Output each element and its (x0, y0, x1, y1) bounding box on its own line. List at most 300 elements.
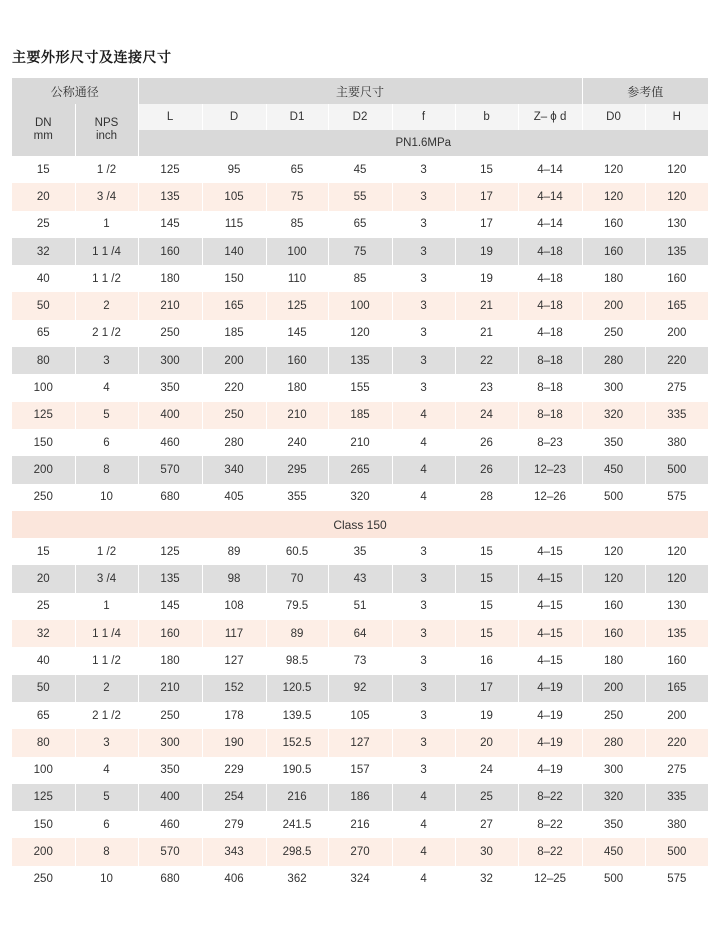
table-cell: 120 (582, 565, 645, 592)
table-cell: 1 /2 (75, 156, 138, 183)
table-cell: 200 (645, 702, 708, 729)
table-cell: 250 (202, 402, 266, 429)
table-cell: 120 (328, 320, 392, 347)
table-cell: 3 (392, 320, 455, 347)
table-row (12, 183, 708, 210)
table-cell: 680 (138, 866, 202, 893)
table-cell: 180 (582, 647, 645, 674)
table-cell: 70 (266, 565, 328, 592)
table-cell: 160 (645, 265, 708, 292)
table-cell: 8–22 (518, 811, 582, 838)
table-cell: 155 (328, 374, 392, 401)
table-cell: 85 (328, 265, 392, 292)
table-cell: 4–18 (518, 292, 582, 319)
table-cell: 89 (266, 620, 328, 647)
table-cell: 65 (266, 156, 328, 183)
table-cell: 125 (266, 292, 328, 319)
table-cell: 10 (75, 866, 138, 893)
table-cell: 570 (138, 456, 202, 483)
table-cell: 130 (645, 211, 708, 238)
table-cell: 152 (202, 675, 266, 702)
inch-label: inch (95, 130, 118, 142)
table-cell: 4–19 (518, 729, 582, 756)
table-cell: 127 (202, 647, 266, 674)
table-cell: 145 (138, 593, 202, 620)
col-header-d: D (202, 104, 266, 130)
table-cell: 127 (328, 729, 392, 756)
table-cell: 120 (582, 183, 645, 210)
table-cell: 120.5 (266, 675, 328, 702)
table-cell: 4 (392, 838, 455, 865)
table-row (12, 784, 708, 811)
table-cell: 280 (582, 729, 645, 756)
table-row (12, 729, 708, 756)
table-cell: 15 (455, 620, 518, 647)
table-cell: 4 (392, 484, 455, 511)
table-cell: 1 /2 (75, 538, 138, 565)
table-cell: 105 (202, 183, 266, 210)
dn-mm-header (12, 104, 75, 156)
table-cell: 117 (202, 620, 266, 647)
table-cell: 3 (392, 265, 455, 292)
table-cell: 190 (202, 729, 266, 756)
table-cell: 3 (392, 620, 455, 647)
table-cell: 280 (202, 429, 266, 456)
table-cell: 3 (392, 211, 455, 238)
table-cell: 50 (12, 675, 75, 702)
table-cell: 3 (392, 702, 455, 729)
table-row (12, 675, 708, 702)
table-cell: 139.5 (266, 702, 328, 729)
table-cell: 16 (455, 647, 518, 674)
table-cell: 500 (582, 866, 645, 893)
table-cell: 2 (75, 675, 138, 702)
table-cell: 3 (392, 757, 455, 784)
table-cell: 4 (392, 866, 455, 893)
table-row (12, 702, 708, 729)
table-cell: 130 (645, 593, 708, 620)
table-cell: 229 (202, 757, 266, 784)
table-cell: 25 (12, 593, 75, 620)
table-cell: 15 (12, 538, 75, 565)
table-cell: 250 (582, 320, 645, 347)
table-cell: 180 (138, 647, 202, 674)
table-cell: 324 (328, 866, 392, 893)
table-cell: 4–14 (518, 156, 582, 183)
table-cell: 23 (455, 374, 518, 401)
table-cell: 575 (645, 484, 708, 511)
table-cell: 200 (202, 347, 266, 374)
table-cell: 135 (645, 620, 708, 647)
table-cell: 200 (645, 320, 708, 347)
table-cell: 22 (455, 347, 518, 374)
table-cell: 32 (12, 620, 75, 647)
table-cell: 105 (328, 702, 392, 729)
table-cell: 3 /4 (75, 183, 138, 210)
table-row (12, 402, 708, 429)
table-cell: 3 (392, 292, 455, 319)
table-cell: 64 (328, 620, 392, 647)
table-cell: 19 (455, 265, 518, 292)
table-cell: 320 (328, 484, 392, 511)
col-header-h: H (645, 104, 708, 130)
table-cell: 160 (582, 620, 645, 647)
table-cell: 200 (582, 675, 645, 702)
table-cell: 160 (138, 238, 202, 265)
table-cell: 250 (138, 320, 202, 347)
table-row (12, 838, 708, 865)
table-cell: 320 (582, 402, 645, 429)
table-cell: 17 (455, 675, 518, 702)
table-cell: 35 (328, 538, 392, 565)
table-row (12, 211, 708, 238)
table-cell: 28 (455, 484, 518, 511)
table-cell: 279 (202, 811, 266, 838)
table-row (12, 866, 708, 893)
table-cell: 150 (202, 265, 266, 292)
table-cell: 140 (202, 238, 266, 265)
table-cell: 3 (392, 183, 455, 210)
table-cell: 120 (645, 565, 708, 592)
class-table-body (12, 538, 708, 893)
table-cell: 19 (455, 702, 518, 729)
table-cell: 85 (266, 211, 328, 238)
table-cell: 73 (328, 647, 392, 674)
table-cell: 216 (328, 811, 392, 838)
table-cell: 60.5 (266, 538, 328, 565)
table-cell: 3 (392, 156, 455, 183)
table-cell: 270 (328, 838, 392, 865)
table-cell: 6 (75, 811, 138, 838)
table-cell: 265 (328, 456, 392, 483)
table-row (12, 484, 708, 511)
table-cell: 98.5 (266, 647, 328, 674)
table-cell: 55 (328, 183, 392, 210)
table-cell: 135 (645, 238, 708, 265)
table-cell: 2 1 /2 (75, 702, 138, 729)
table-cell: 65 (328, 211, 392, 238)
table-cell: 4 (392, 429, 455, 456)
table-cell: 4 (392, 456, 455, 483)
table-cell: 8 (75, 456, 138, 483)
table-cell: 355 (266, 484, 328, 511)
table-cell: 21 (455, 292, 518, 319)
table-row (12, 811, 708, 838)
table-cell: 120 (582, 538, 645, 565)
table-cell: 343 (202, 838, 266, 865)
table-cell: 335 (645, 784, 708, 811)
table-cell: 5 (75, 784, 138, 811)
class-section (12, 511, 708, 538)
table-cell: 3 (392, 238, 455, 265)
table-cell: 17 (455, 211, 518, 238)
table-cell: 15 (12, 156, 75, 183)
table-cell: 575 (645, 866, 708, 893)
table-cell: 1 (75, 593, 138, 620)
table-cell: 250 (138, 702, 202, 729)
table-cell: 3 (392, 565, 455, 592)
table-cell: 298.5 (266, 838, 328, 865)
table-cell: 5 (75, 402, 138, 429)
table-cell: 500 (645, 838, 708, 865)
col-header-d2: D2 (328, 104, 392, 130)
table-cell: 4–15 (518, 538, 582, 565)
table-cell: 26 (455, 429, 518, 456)
nps-label: NPS (94, 117, 119, 129)
table-cell: 120 (645, 156, 708, 183)
table-cell: 3 (75, 347, 138, 374)
table-cell: 115 (202, 211, 266, 238)
table-cell: 4–18 (518, 238, 582, 265)
table-cell: 89 (202, 538, 266, 565)
table-cell: 20 (455, 729, 518, 756)
table-cell: 21 (455, 320, 518, 347)
table-cell: 216 (266, 784, 328, 811)
table-cell: 380 (645, 429, 708, 456)
table-row (12, 292, 708, 319)
table-cell: 100 (266, 238, 328, 265)
table-cell: 25 (12, 211, 75, 238)
table-cell: 120 (645, 538, 708, 565)
table-cell: 4–19 (518, 757, 582, 784)
table-cell: 2 (75, 292, 138, 319)
table-cell: 186 (328, 784, 392, 811)
table-cell: 4–18 (518, 320, 582, 347)
table-cell: 400 (138, 402, 202, 429)
table-cell: 3 (75, 729, 138, 756)
table-cell: 10 (75, 484, 138, 511)
table-cell: 4–14 (518, 211, 582, 238)
table-cell: 15 (455, 593, 518, 620)
table-cell: 254 (202, 784, 266, 811)
table-cell: 4–15 (518, 593, 582, 620)
table-cell: 40 (12, 647, 75, 674)
page-title: 主要外形尺寸及连接尺寸 (12, 50, 172, 66)
table-cell: 165 (645, 675, 708, 702)
col-header-b: b (455, 104, 518, 130)
table-cell: 165 (202, 292, 266, 319)
table-cell: 4–14 (518, 183, 582, 210)
table-row (12, 265, 708, 292)
table-cell: 4 (75, 757, 138, 784)
col-header-z-phi-d: Z– ϕ d (518, 104, 582, 130)
table-cell: 178 (202, 702, 266, 729)
table-cell: 570 (138, 838, 202, 865)
table-cell: 320 (582, 784, 645, 811)
table-cell: 120 (645, 183, 708, 210)
table-cell: 4–19 (518, 675, 582, 702)
table-cell: 27 (455, 811, 518, 838)
class-section-label: Class 150 (12, 511, 708, 538)
table-cell: 450 (582, 456, 645, 483)
table-cell: 500 (582, 484, 645, 511)
table-cell: 125 (12, 402, 75, 429)
table-cell: 160 (582, 211, 645, 238)
table-row (12, 347, 708, 374)
col-header-l: L (138, 104, 202, 130)
table-row (12, 456, 708, 483)
table-cell: 75 (266, 183, 328, 210)
table-cell: 4 (392, 811, 455, 838)
table-cell: 98 (202, 565, 266, 592)
table-cell: 125 (138, 156, 202, 183)
table-cell: 350 (138, 374, 202, 401)
table-cell: 4–18 (518, 265, 582, 292)
table-cell: 200 (12, 456, 75, 483)
col-header-d1: D1 (266, 104, 328, 130)
table-cell: 4–15 (518, 620, 582, 647)
table-cell: 65 (12, 702, 75, 729)
table-row (12, 757, 708, 784)
table-cell: 3 /4 (75, 565, 138, 592)
table-cell: 1 1 /2 (75, 265, 138, 292)
table-cell: 95 (202, 156, 266, 183)
table-cell: 100 (12, 374, 75, 401)
table-cell: 80 (12, 347, 75, 374)
table-cell: 210 (138, 292, 202, 319)
table-cell: 3 (392, 374, 455, 401)
nps-inch-header (75, 104, 138, 156)
table-cell: 40 (12, 265, 75, 292)
table-cell: 150 (12, 429, 75, 456)
table-cell: 460 (138, 429, 202, 456)
table-cell: 15 (455, 156, 518, 183)
pn-section-label: PN1.6MPa (138, 130, 708, 156)
table-row (12, 593, 708, 620)
nominal-size-header: 公称通径 (12, 78, 138, 104)
table-cell: 26 (455, 456, 518, 483)
table-cell: 4–15 (518, 565, 582, 592)
table-cell: 350 (582, 811, 645, 838)
table-cell: 185 (328, 402, 392, 429)
table-cell: 8–18 (518, 402, 582, 429)
table-cell: 51 (328, 593, 392, 620)
table-cell: 405 (202, 484, 266, 511)
table-cell: 450 (582, 838, 645, 865)
table-cell: 150 (12, 811, 75, 838)
table-cell: 125 (138, 538, 202, 565)
table-cell: 210 (328, 429, 392, 456)
dimension-table (12, 78, 708, 893)
table-cell: 145 (138, 211, 202, 238)
table-cell: 3 (392, 347, 455, 374)
table-cell: 50 (12, 292, 75, 319)
table-cell: 165 (645, 292, 708, 319)
table-cell: 190.5 (266, 757, 328, 784)
table-cell: 200 (12, 838, 75, 865)
table-cell: 280 (582, 347, 645, 374)
table-cell: 3 (392, 538, 455, 565)
table-cell: 24 (455, 402, 518, 429)
table-cell: 350 (138, 757, 202, 784)
table-cell: 120 (582, 156, 645, 183)
table-cell: 3 (392, 647, 455, 674)
table-row (12, 238, 708, 265)
table-cell: 160 (582, 238, 645, 265)
table-cell: 340 (202, 456, 266, 483)
table-cell: 45 (328, 156, 392, 183)
table-cell: 160 (266, 347, 328, 374)
table-cell: 1 (75, 211, 138, 238)
table-cell: 300 (582, 374, 645, 401)
table-cell: 160 (645, 647, 708, 674)
table-cell: 24 (455, 757, 518, 784)
col-header-f: f (392, 104, 455, 130)
table-cell: 4–15 (518, 647, 582, 674)
table-cell: 110 (266, 265, 328, 292)
table-cell: 20 (12, 565, 75, 592)
table-cell: 406 (202, 866, 266, 893)
col-header-d0: D0 (582, 104, 645, 130)
table-cell: 220 (645, 347, 708, 374)
table-cell: 220 (202, 374, 266, 401)
table-cell: 30 (455, 838, 518, 865)
table-cell: 185 (202, 320, 266, 347)
table-cell: 17 (455, 183, 518, 210)
table-cell: 400 (138, 784, 202, 811)
table-cell: 680 (138, 484, 202, 511)
table-cell: 3 (392, 593, 455, 620)
main-dimensions-header: 主要尺寸 (138, 78, 582, 104)
table-cell: 32 (12, 238, 75, 265)
table-cell: 65 (12, 320, 75, 347)
table-cell: 80 (12, 729, 75, 756)
table-cell: 4 (392, 784, 455, 811)
table-cell: 2 1 /2 (75, 320, 138, 347)
dn-label: DN (34, 117, 52, 129)
table-cell: 25 (455, 784, 518, 811)
table-cell: 8–23 (518, 429, 582, 456)
table-cell: 108 (202, 593, 266, 620)
table-cell: 15 (455, 565, 518, 592)
pn-table-body (12, 156, 708, 511)
table-cell: 1 1 /2 (75, 647, 138, 674)
table-cell: 1 1 /4 (75, 238, 138, 265)
table-cell: 362 (266, 866, 328, 893)
table-cell: 300 (138, 729, 202, 756)
table-cell: 12–25 (518, 866, 582, 893)
table-cell: 380 (645, 811, 708, 838)
table-cell: 210 (266, 402, 328, 429)
table-cell: 152.5 (266, 729, 328, 756)
table-row (12, 647, 708, 674)
table-cell: 92 (328, 675, 392, 702)
table-cell: 1 1 /4 (75, 620, 138, 647)
table-row (12, 320, 708, 347)
table-cell: 275 (645, 374, 708, 401)
table-cell: 32 (455, 866, 518, 893)
reference-values-header: 参考值 (582, 78, 708, 104)
table-cell: 160 (138, 620, 202, 647)
table-row (12, 620, 708, 647)
table-cell: 8–18 (518, 347, 582, 374)
table-cell: 20 (12, 183, 75, 210)
table-row (12, 538, 708, 565)
table-cell: 8–18 (518, 374, 582, 401)
table-cell: 135 (138, 183, 202, 210)
table-cell: 241.5 (266, 811, 328, 838)
table-row (12, 156, 708, 183)
table-row (12, 429, 708, 456)
table-cell: 350 (582, 429, 645, 456)
table-cell: 125 (12, 784, 75, 811)
table-cell: 220 (645, 729, 708, 756)
table-cell: 180 (266, 374, 328, 401)
table-row (12, 374, 708, 401)
table-cell: 240 (266, 429, 328, 456)
table-cell: 75 (328, 238, 392, 265)
table-cell: 3 (392, 675, 455, 702)
